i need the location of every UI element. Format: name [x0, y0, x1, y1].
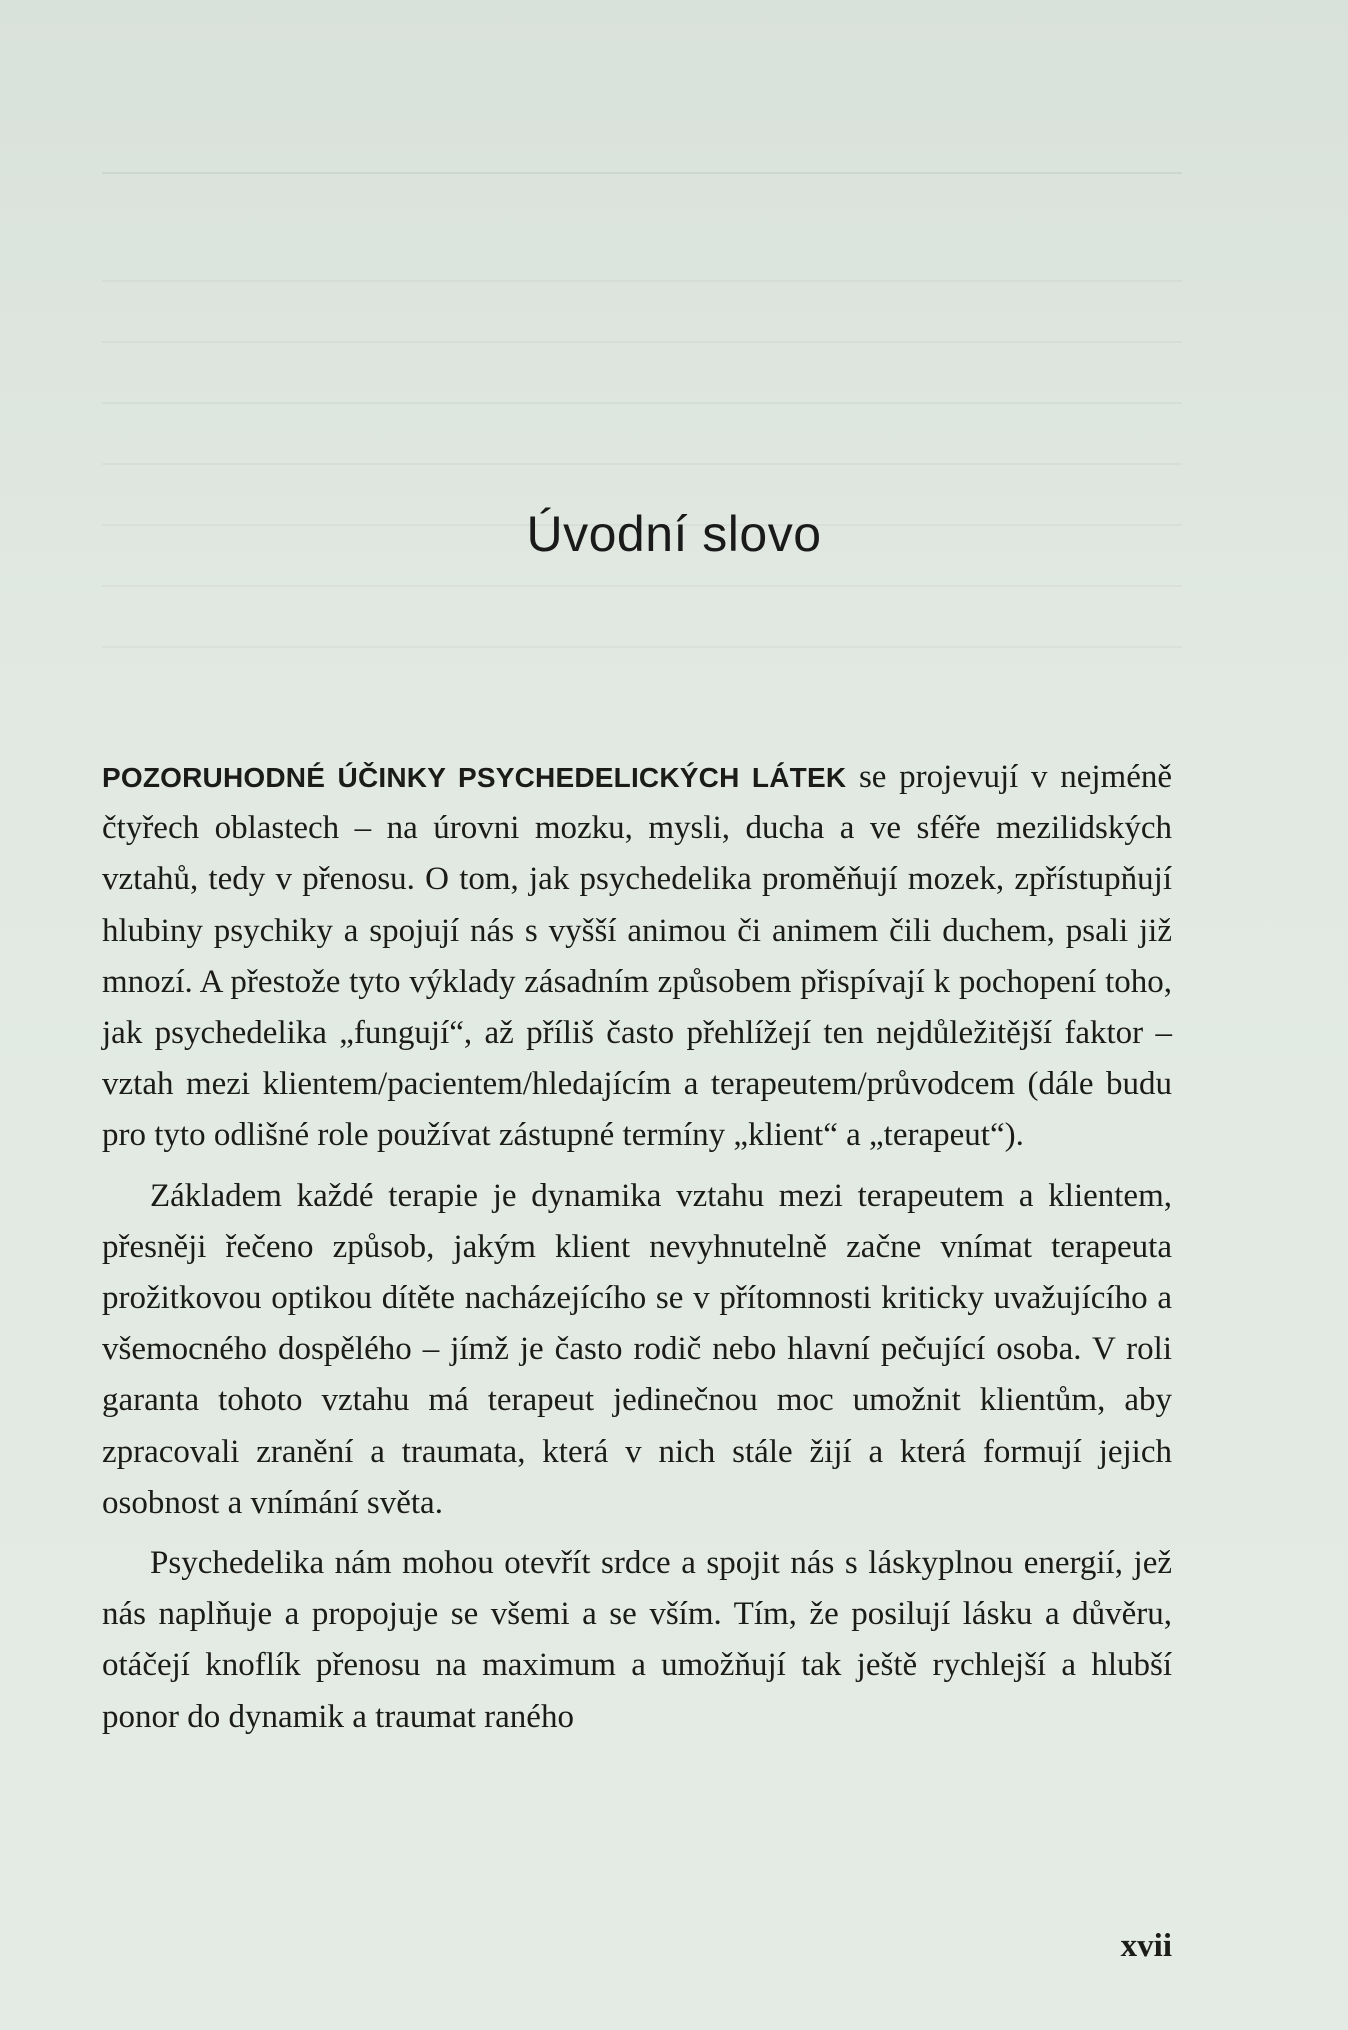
- body-text: [102, 752, 1172, 1743]
- paragraph-2: Základem každé terapie je dynamika vztahu mezi terapeutem a klientem, přesněji řečeno způsob, jakým klient nevyhnutelně začne vnímat terapeuta prožitkovou optikou dítěte nacházejícího se v přítomnosti kriticky uvažujícího a všemocného dospělého – jímž je často rodič nebo hlavní pečující osoba. V roli garanta tohoto vztahu má terapeut jedinečnou moc umožnit klientům, aby zpracovali zranění a traumata, která v nich stále žijí a která formují jejich osobnost a vnímání světa.: [102, 1177, 1172, 1521]
- chapter-title: Úvodní slovo: [526, 506, 822, 562]
- bleed-through-line: [102, 341, 1182, 343]
- bleed-through-line: [102, 463, 1182, 465]
- bleed-through-line: [102, 585, 1182, 587]
- bleed-through-line: [102, 402, 1182, 404]
- page-number: xvii: [1120, 1928, 1172, 1964]
- paragraph-lead-in: POZORUHODNÉ ÚČINKY PSYCHEDELICKÝCH LÁTEK: [102, 762, 847, 793]
- bleed-through-line: [102, 646, 1182, 648]
- paragraph-text: se projevují v nejméně čtyřech oblastech – na úrovni mozku, mysli, ducha a ve sféře mezilidských vztahů, tedy v přenosu. O tom, jak psychedelika proměňují mozek, zpřístupňují hlubiny psychiky a spojují nás s vyšší animou či animem čili duchem, psali již mnozí. A přestože tyto výklady zásadním způsobem přispívají k pochopení toho, jak psychedelika „fungují“, až příliš často přehlížejí ten nejdůležitější faktor – vztah mezi klientem/pacientem/hledajícím a terapeutem/průvodcem (dále budu pro tyto odlišné role používat zástupné termíny „klient“ a „terapeut“).: [102, 759, 1172, 1154]
- bleed-through-rule: [102, 172, 1182, 174]
- paragraph-1: [102, 752, 1172, 1162]
- paragraph-3: Psychedelika nám mohou otevřít srdce a spojit nás s láskyplnou energií, jež nás naplňuje a propojuje se všemi a se vším. Tím, že posilují lásku a důvěru, otáčejí knoflík přenosu na maximum a umožňují tak ještě rychlejší a hlubší ponor do dynamik a traumat raného: [102, 1545, 1172, 1735]
- bleed-through-line: [102, 280, 1182, 282]
- bleed-through-lines: [102, 280, 1182, 707]
